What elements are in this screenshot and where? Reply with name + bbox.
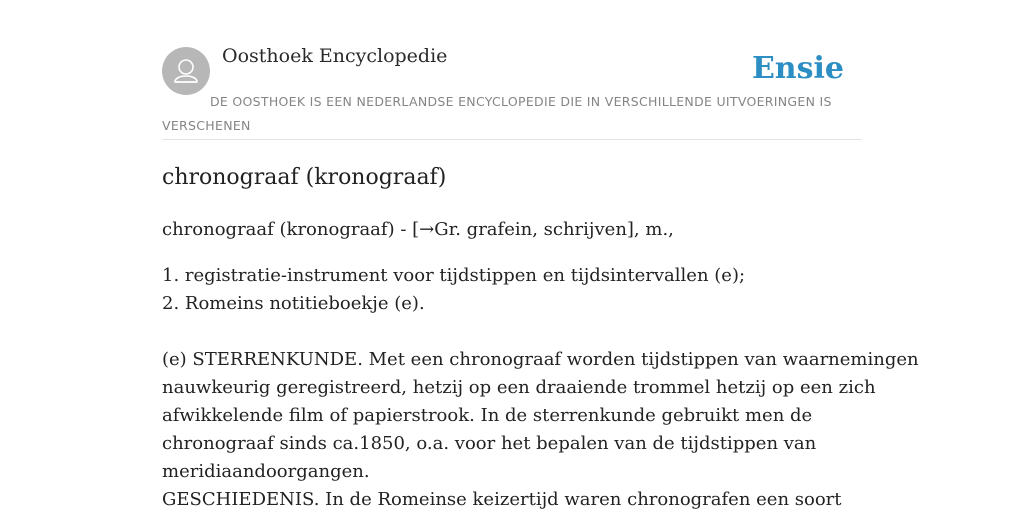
meaning-item: 2. Romeins notitieboekje (e). [162,293,425,314]
site-name-link[interactable]: Oosthoek Encyclopedie [222,45,448,67]
article-body [162,346,919,512]
ensie-logo-link[interactable]: Ensie [751,51,844,86]
article [162,160,919,512]
body-line: GESCHIEDENIS. In de Romeinse keizertijd waren chronografen een soort [162,489,842,510]
site-tagline: DE OOSTHOEK IS EEN NEDERLANDSE ENCYCLOPEDIE DIE IN VERSCHILLENDE UITVOERINGEN IS VERSCHENEN [162,94,832,133]
body-line: nauwkeurig geregistreerd, hetzij op een draaiende trommel hetzij op een zich [162,377,876,398]
body-line: afwikkelende film of papierstrook. In de sterrenkunde gebruikt men de [162,405,813,426]
body-line: meridiaandoorgangen. [162,461,370,482]
site-header [162,0,862,140]
body-line: chronograaf sinds ca.1850, o.a. voor het bepalen van de tijdstippen van [162,433,817,454]
avatar[interactable] [162,47,210,95]
meaning-item: 1. registratie-instrument voor tijdstippen en tijdsintervallen (e); [162,265,746,286]
page-title: chronograaf (kronograaf) [162,165,447,190]
user-icon [162,47,210,95]
meanings-list [162,262,872,318]
headword-line: chronograaf (kronograaf) - [→Gr. grafein, schrijven], m., [162,219,674,240]
body-line: (e) STERRENKUNDE. Met een chronograaf worden tijdstippen van waarnemingen [162,349,919,370]
